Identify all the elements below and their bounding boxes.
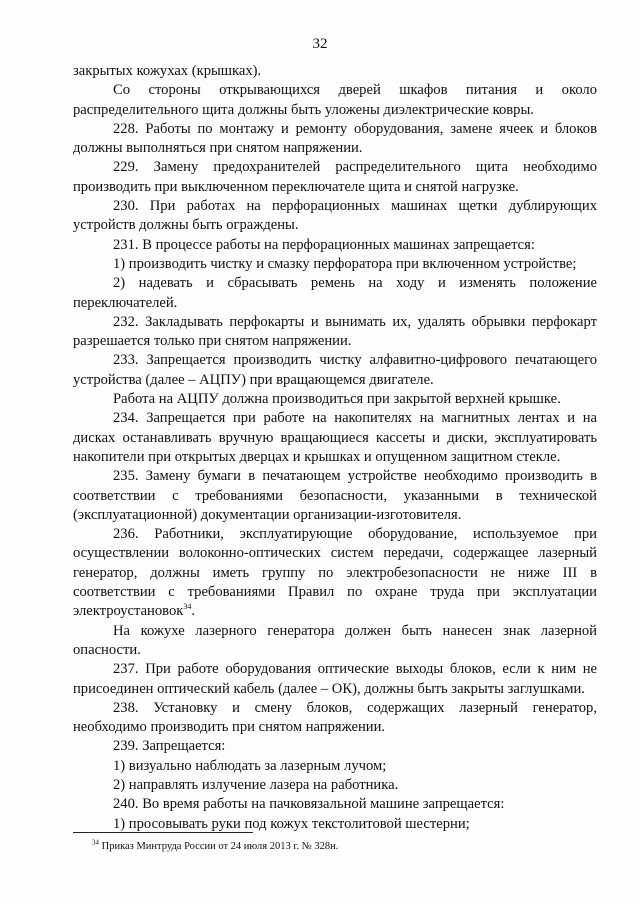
paragraph-235: 235. Замену бумаги в печатающем устройстве необходимо производить в соответствии с требованиями безопасности, указанными в технической (эксплуатационной) документации организации-изготовителя. bbox=[73, 468, 597, 523]
paragraph-239: 239. Запрещается: bbox=[113, 738, 226, 755]
footnote bbox=[92, 840, 572, 854]
paragraph: На кожухе лазерного генератора должен быть нанесен знак лазерной опасности. bbox=[73, 622, 597, 658]
document-body bbox=[73, 62, 597, 834]
paragraph-232: 232. Закладывать перфокарты и вынимать их, удалять обрывки перфокарт разрешается только при снятом напряжении. bbox=[73, 313, 597, 350]
paragraph-230: 230. При работах на перфорационных машинах щетки дублирующих устройств должны быть ограждены. bbox=[73, 198, 597, 234]
list-item: 1) производить чистку и смазку перфоратора при включенном устройстве; bbox=[113, 255, 577, 272]
paragraph-228: 228. Работы по монтажу и ремонту оборудования, замене ячеек и блоков должны выполняться при снятом напряжении. bbox=[73, 120, 597, 157]
footnote-divider bbox=[73, 832, 253, 833]
paragraph: закрытых кожухах (крышках). bbox=[73, 63, 262, 79]
footnote-reference[interactable]: 34 bbox=[183, 602, 192, 612]
paragraph-236-text: 236. Работники, эксплуатирующие оборудование, используемое при осуществлении волоконно-оптических систем передачи, содержащее лазерный генератор, должны иметь группу по электробезопасности не ниже III в соответствии с требованиями Правил по охране труда при эксплуатации электроустановок bbox=[73, 526, 597, 620]
paragraph: Со стороны открывающихся дверей шкафов питания и около распределительного щита должны быть уложены диэлектрические ковры. bbox=[73, 82, 597, 118]
list-item: 2) направлять излучение лазера на работника. bbox=[113, 776, 399, 793]
footnote-text: Приказ Минтруда России от 24 июля 2013 г. № 328н. bbox=[99, 841, 339, 852]
paragraph-234: 234. Запрещается при работе на накопителях на магнитных лентах и на дисках останавливать вручную вращающиеся кассеты и диски, эксплуатировать накопители при открытых дверцах и крышках и опущенном защитном стекле. bbox=[73, 410, 597, 465]
footnote-marker: 34 bbox=[92, 838, 99, 847]
paragraph-229: 229. Замену предохранителей распределительного щита необходимо производить при выключенном переключателе щита и снятой нагрузке. bbox=[73, 159, 597, 195]
paragraph-231: 231. В процессе работы на перфорационных машинах запрещается: bbox=[113, 236, 535, 253]
paragraph-238: 238. Установку и смену блоков, содержащих лазерный генератор, необходимо производить при снятом напряжении. bbox=[73, 699, 597, 736]
page-number: 32 bbox=[312, 36, 328, 52]
paragraph-236: 236. Работники, эксплуатирующие оборудование, используемое при осуществлении волоконно-оптических систем передачи, содержащее лазерный генератор, должны иметь группу по электробезопасности не ниже III в соответствии с требованиями Правил по охране труда при эксплуатации электроустановок$^{34}$. bbox=[73, 526, 597, 620]
list-item: 2) надевать и сбрасывать ремень на ходу и изменять положение переключателей. bbox=[73, 275, 597, 311]
list-item: 1) просовывать руки под кожух текстолитовой шестерни; bbox=[113, 815, 470, 832]
paragraph-237: 237. При работе оборудования оптические выходы блоков, если к ним не присоединен оптический кабель (далее – ОК), должны быть закрыты заглушками. bbox=[73, 661, 597, 697]
paragraph-233: 233. Запрещается производить чистку алфавитно-цифрового печатающего устройства (далее – АЦПУ) при вращающемся двигателе. bbox=[73, 352, 597, 388]
list-item: 1) визуально наблюдать за лазерным лучом; bbox=[113, 757, 387, 774]
paragraph-240: 240. Во время работы на пачковязальной машине запрещается: bbox=[113, 796, 505, 813]
paragraph: Работа на АЦПУ должна производиться при закрытой верхней крышке. bbox=[113, 391, 561, 408]
scan-artifact bbox=[400, 0, 640, 8]
